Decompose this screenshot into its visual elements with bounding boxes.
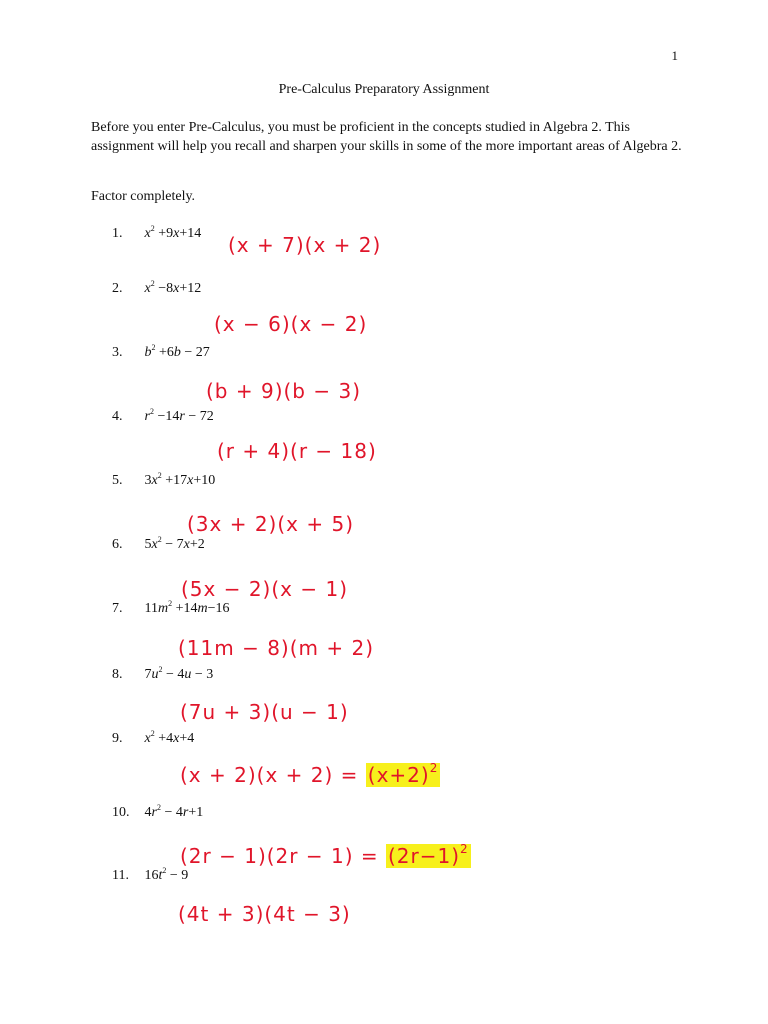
page-title: Pre-Calculus Preparatory Assignment bbox=[278, 82, 490, 97]
problem-number: 8. bbox=[112, 667, 123, 682]
highlighted-answer bbox=[386, 844, 471, 868]
problem-expression: $r^2 -14r - 72$ bbox=[144, 407, 214, 424]
handwritten-answer-3: (b + 9)(b − 3) bbox=[206, 379, 361, 403]
problem-expression: $x^2 +4x+4$ bbox=[144, 729, 195, 746]
problem-7 bbox=[112, 599, 230, 617]
problem-5 bbox=[112, 471, 215, 489]
problem-expression: $4r^2 - 4r+1$ bbox=[144, 803, 204, 820]
problem-number: 9. bbox=[112, 731, 123, 746]
handwritten-answer-7: (11m − 8)(m + 2) bbox=[178, 636, 375, 660]
handwritten-answer-5: (3x + 2)(x + 5) bbox=[187, 512, 355, 536]
problem-2 bbox=[112, 279, 201, 297]
handwritten-answer-4: (r + 4)(r − 18) bbox=[217, 439, 377, 463]
problem-4 bbox=[112, 407, 214, 425]
problem-expression: $16t^2 - 9$ bbox=[144, 866, 189, 883]
problem-expression: $5x^2 - 7x+2$ bbox=[144, 535, 205, 552]
problem-6 bbox=[112, 535, 205, 553]
handwritten-answer-8: (7u + 3)(u − 1) bbox=[180, 700, 349, 724]
problem-11 bbox=[112, 866, 188, 884]
intro-paragraph: Before you enter Pre-Calculus, you must be proficient in the concepts studied in Algebra 2. This assignment will help you recall and sharpen your skills in some of the more important areas of Algebra 2. bbox=[91, 120, 682, 154]
highlighted-answer bbox=[366, 763, 441, 787]
problem-expression: $3x^2 +17x+10$ bbox=[144, 471, 216, 488]
problem-expression: $7u^2 - 4u - 3$ bbox=[144, 665, 214, 682]
problem-expression: $b^2 +6b - 27$ bbox=[144, 343, 210, 360]
problem-3 bbox=[112, 343, 210, 361]
problem-1 bbox=[112, 224, 201, 242]
problem-number: 10. bbox=[112, 805, 130, 820]
problem-number: 4. bbox=[112, 409, 123, 424]
answer-product: (2r − 1)(2r − 1) = bbox=[180, 844, 379, 868]
handwritten-answer-2: (x − 6)(x − 2) bbox=[214, 312, 368, 336]
problem-number: 3. bbox=[112, 345, 123, 360]
page-number: 1 bbox=[671, 48, 678, 63]
answer-product: (x + 2)(x + 2) = bbox=[180, 763, 359, 787]
problem-number: 11. bbox=[112, 868, 129, 883]
problem-number: 5. bbox=[112, 473, 123, 488]
problem-expression: $11m^2 +14m-16$ bbox=[144, 599, 230, 616]
answer-base: (2r−1) bbox=[387, 844, 461, 868]
problem-10 bbox=[112, 803, 203, 821]
problem-number: 2. bbox=[112, 281, 123, 296]
problem-expression: $x^2 +9x+14$ bbox=[144, 224, 202, 241]
handwritten-answer-9 bbox=[180, 761, 440, 787]
problem-number: 6. bbox=[112, 537, 123, 552]
answer-exponent: 2 bbox=[460, 842, 469, 856]
handwritten-answer-6: (5x − 2)(x − 1) bbox=[181, 577, 349, 601]
answer-base: (x+2) bbox=[367, 763, 430, 787]
problem-8 bbox=[112, 665, 213, 683]
problem-number: 7. bbox=[112, 601, 123, 616]
handwritten-answer-11: (4t + 3)(4t − 3) bbox=[178, 902, 351, 926]
problem-expression: $x^2 -8x+12$ bbox=[144, 279, 202, 296]
handwritten-answer-1: (x + 7)(x + 2) bbox=[228, 233, 382, 257]
instruction-text: Factor completely. bbox=[91, 189, 196, 204]
problem-9 bbox=[112, 729, 194, 747]
handwritten-answer-10 bbox=[180, 842, 471, 868]
answer-exponent: 2 bbox=[429, 761, 439, 775]
problem-number: 1. bbox=[112, 226, 123, 241]
